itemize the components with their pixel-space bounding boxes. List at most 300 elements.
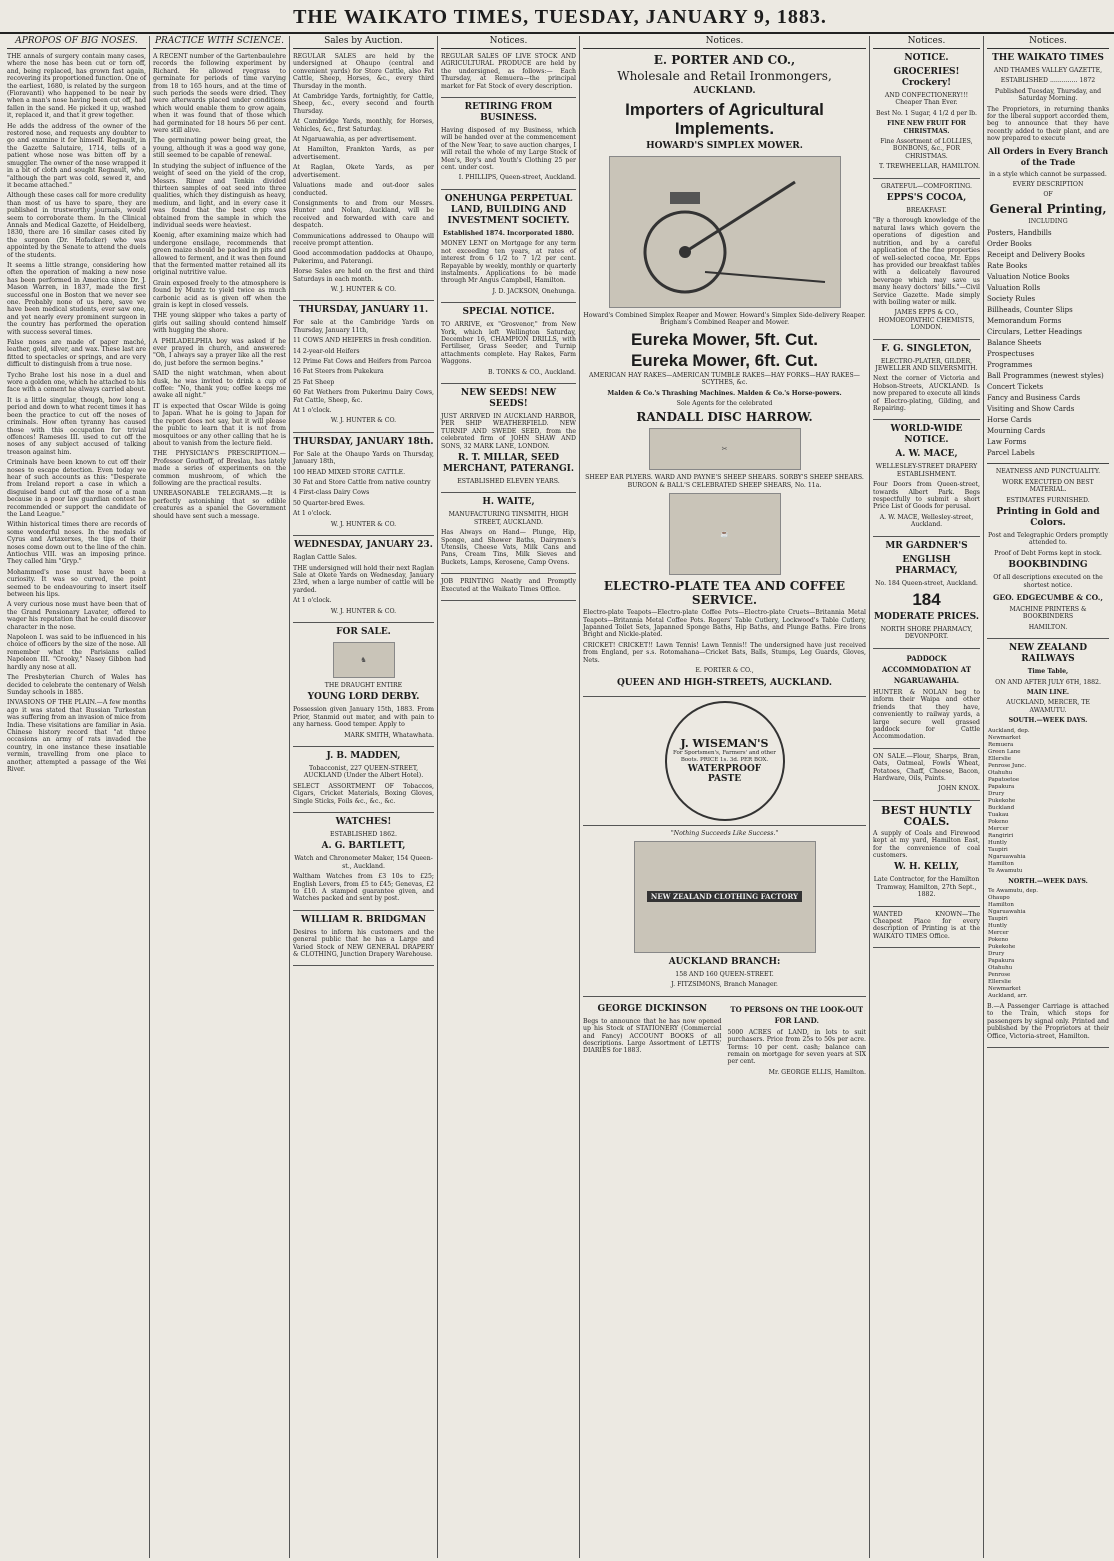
knox-sign: JOHN KNOX. bbox=[938, 785, 980, 793]
printing-text: JOB PRINTING Neatly and Promptly Executed at the Waikato Times Office. bbox=[441, 578, 576, 593]
bridgman-title: WILLIAM R. BRIDGMAN bbox=[301, 914, 426, 925]
printing-item: Mourning Cards bbox=[987, 427, 1046, 436]
seeds-ad bbox=[441, 388, 576, 493]
station-name: Ngaruawahia bbox=[988, 853, 1026, 860]
auction-line: Communications addressed to Ohaupo will receive prompt attention. bbox=[293, 232, 434, 247]
mace-sign: A. W. MACE, Wellesley-street, Auckland. bbox=[879, 513, 974, 529]
paragraph: UNREASONABLE TELEGRAMS.—It is perfectly astonishing that so edible creatures as a spaniel the Government should have sent such a message. bbox=[153, 490, 286, 520]
trewheellar-ad bbox=[873, 53, 980, 179]
land-sign: Mr. GEORGE ELLIS, Hamilton. bbox=[768, 1068, 866, 1076]
madden-lines: SELECT ASSORTMENT OF Tobaccos, Cigars, Cricket Materials, Boxing Gloves, Single Sticks, Foils &c., &c., &c. bbox=[293, 782, 434, 805]
kelly-sub: Late Contractor, for the Hamilton Tramway, Hamilton, 27th Sept., 1882. bbox=[873, 876, 980, 899]
auction-date: THURSDAY, JANUARY 11. bbox=[298, 305, 429, 316]
coals-text: A supply of Coals and Firewood kept at my yard, Hamilton East, for the convenience of coal customers. bbox=[873, 829, 980, 859]
timetable-row bbox=[987, 916, 1109, 923]
paragraph: In studying the subject of influence of the weight of seed on the yield of the crop, Messrs. Rimer and Tenkin divided thirteen samples of oat seed into three qualities, which they distinguish as heavy, medium, and light, and in every case it was found that the best crop was obtained from the sample in which the individual seeds were heaviest. bbox=[153, 162, 286, 229]
printing-item: Order Books bbox=[987, 240, 1032, 249]
singleton-ad bbox=[873, 344, 980, 421]
coals-ad bbox=[873, 805, 980, 907]
sale-title: FOR SALE. bbox=[336, 626, 391, 637]
paragraph: The Presbyterian Church of Wales has decided to celebrate the centenary of Welsh Sunday schools in 1885. bbox=[7, 674, 146, 696]
timetable-row bbox=[987, 986, 1109, 993]
time-cell bbox=[1104, 735, 1109, 742]
dickinson-ad bbox=[583, 1001, 722, 1079]
timetable-row bbox=[987, 958, 1109, 965]
paper-title: THE WAIKATO TIMES bbox=[992, 53, 1104, 63]
branch-sign: J. FITZSIMONS, Branch Manager. bbox=[671, 981, 778, 989]
proof: Proof of Debt Forms kept in stock. bbox=[994, 549, 1102, 557]
gardner-sub: ENGLISH PHARMACY, bbox=[895, 554, 958, 576]
factory-name: NEW ZEALAND CLOTHING FACTORY bbox=[647, 891, 802, 902]
printing-items bbox=[987, 228, 1109, 459]
column-6 bbox=[870, 36, 984, 1558]
waite-sub: MANUFACTURING TINSMITH, HIGH STREET, AUCKLAND. bbox=[448, 511, 569, 526]
horse-sub: THE DRAUGHT ENTIRE bbox=[324, 681, 403, 689]
post: Post and Telegraphic Orders promptly attended to. bbox=[988, 531, 1108, 547]
printing-item: Billheads, Counter Slips bbox=[987, 306, 1073, 315]
paragraph: He adds the address of the owner of the restored nose, and requests any doubter to go and examine it for himself. Regnault, in the Gazette Salutaire, 1714, tells of a patient whose nose was bitten off by a smuggler. The owner of the nose wrapped it in a bit of cloth and sought Regnault, who, "although the part was cold, sewed it, and it became attached." bbox=[7, 122, 146, 189]
wanted-text: WANTED KNOWN—The Cheapest Place for every description of Printing is at the WAIKATO TIMES Office. bbox=[873, 910, 980, 940]
epps-ad bbox=[873, 183, 980, 340]
printing-item: Circulars, Letter Headings bbox=[987, 328, 1083, 337]
published: Published Tuesday, Thursday, and Saturday Morning. bbox=[994, 87, 1102, 103]
rail-sub: Time Table, bbox=[1027, 668, 1069, 676]
time-cell bbox=[1105, 972, 1109, 979]
paper-est: ESTABLISHED .............. 1872 bbox=[1000, 77, 1096, 85]
waite-title: H. WAITE, bbox=[482, 497, 535, 508]
auction-sign: W. J. HUNTER & CO. bbox=[330, 520, 397, 528]
knox-ad bbox=[873, 753, 980, 801]
wiseman-paste: WATERPROOF PASTE bbox=[687, 764, 762, 784]
time-cell bbox=[1104, 854, 1109, 861]
sheep-shears: SHEEP EAR PLYERS. WARD AND PAYNE'S SHEEP SHEARS. SORBY'S SHEEP SHEARS. BURGON & BALL'S CELEBRATED SHEEP SHEARS, No. 11a. bbox=[585, 474, 864, 489]
wiseman-seal bbox=[665, 701, 785, 821]
auction-line: 30 Fat and Store Cattle from native country bbox=[293, 479, 431, 487]
dickinson-text: Begs to announce that he has now opened up his Stock of STATIONERY (Commercial and Fancy) ACCOUNT BOOKS of all descriptions. Large Assortment of LETTS' DIARIES for 1883. bbox=[583, 1017, 722, 1055]
malden: Malden & Co.'s Thrashing Machines. Malden & Co.'s Horse-powers. bbox=[607, 389, 842, 397]
station-name: Ngaruawahia bbox=[988, 909, 1026, 915]
paragraph: IT is expected that Oscar Wilde is going to Japan. What he is going to Japan for the report does not say, but it will please the public to learn that it is not from mosquitoes or any other calling that he is about to vanish from the lecture field. bbox=[153, 402, 286, 447]
seeds-est: ESTABLISHED ELEVEN YEARS. bbox=[457, 478, 560, 485]
proprietors: The Proprietors, in returning thanks for the liberal support accorded them, beg to announce that they have recently added to their plant, and are now prepared to execute bbox=[987, 105, 1109, 143]
lollies: Fine Assortment of LOLLIES, BONBONS, &c., FOR CHRISTMAS. bbox=[880, 138, 973, 160]
bartlett-text: Waltham Watches from £3 10s to £25; English Levers, from £5 to £45; Genevas, £2 to £10. A stamped guarantee given, and Watches packed and sent by post. bbox=[293, 873, 434, 903]
all-orders: All Orders in Every Branch of the Trade bbox=[987, 145, 1109, 167]
printing-item: Prospectuses bbox=[987, 350, 1035, 359]
porter-import: Importers of Agricultural Implements. bbox=[625, 100, 824, 138]
retiring-ad bbox=[441, 102, 576, 190]
sale-text: ON SALE.—Flour, Sharps, Bran, Oats, Oatmeal, Fowls Wheat, Potatoes, Chaff, Cheese, Bacon, Hardware, Oils, Paints. bbox=[873, 752, 980, 782]
timetable-row bbox=[987, 868, 1109, 875]
mower-illustration bbox=[609, 156, 841, 308]
time-cell bbox=[1105, 923, 1109, 930]
station-name: Papakura bbox=[988, 958, 1015, 964]
timetable-row bbox=[987, 930, 1109, 937]
time-cell bbox=[1104, 833, 1109, 840]
station-name: Otahuhu bbox=[988, 965, 1013, 971]
auction-line: At 1 o'clock. bbox=[293, 510, 332, 518]
madden-sub: Tobacconist, 227 QUEEN-STREET, AUCKLAND (Under the Albert Hotel). bbox=[303, 764, 424, 780]
paragraph: Tycho Brahe lost his nose in a duel and wore a golden one, which he attached to his face with a cement he always carried about. bbox=[7, 371, 146, 394]
auction-sign: W. J. HUNTER & CO. bbox=[330, 607, 397, 615]
station-name: Taupiri bbox=[988, 846, 1008, 853]
horse-text: Possession given January 15th, 1883. From Prior, Stanmid out mater, and with pain to any harness. Good temper. Apply to bbox=[293, 706, 434, 729]
auction-line: At 1 o'clock. bbox=[293, 407, 332, 415]
onehunga-text: MONEY LENT on Mortgage for any term not exceeding ten years, at rates of interest from 6 1/2 to 7 1/2 per cent. Repayable by weekly, monthly or quarterly instalments. Applications to be made through Mr Angus Campbell, Hamilton. bbox=[441, 240, 576, 285]
masthead bbox=[0, 0, 1114, 34]
singleton-text: Next the corner of Victoria and Hobson-Streets, AUCKLAND. Is now prepared to execute all kinds of Electro-plating, Gilding, and Repairing. bbox=[873, 375, 980, 412]
printing-item: Parcel Labels bbox=[987, 449, 1035, 458]
timetable-row bbox=[987, 937, 1109, 944]
cruet-illustration: ☕ bbox=[669, 493, 781, 575]
auction-ad bbox=[293, 305, 434, 432]
time-cell bbox=[1105, 958, 1109, 965]
time-cell bbox=[1104, 805, 1109, 812]
auction-line: 25 Fat Sheep bbox=[293, 378, 335, 386]
time-cell bbox=[1105, 951, 1109, 958]
bookbinding: BOOKBINDING bbox=[1008, 560, 1088, 571]
auction-line: For Sale at the Ohaupo Yards on Thursday, January 18th, bbox=[293, 450, 434, 466]
paddock-ad bbox=[873, 653, 980, 749]
station-name: Remuera bbox=[988, 741, 1014, 748]
work: WORK EXECUTED ON BEST MATERIAL. bbox=[1002, 478, 1094, 494]
paragraph: The germinating power being great, the young, although it was a good way gone, still seemed to be capable of renewal. bbox=[153, 137, 286, 160]
auction-ad bbox=[293, 53, 434, 301]
masthead-title: THE WAIKATO TIMES, TUESDAY, JANUARY 9, 1883. bbox=[293, 6, 827, 28]
bookbinding-text: Of all descriptions executed on the shortest notice. bbox=[993, 574, 1103, 589]
time-cell bbox=[1104, 784, 1109, 791]
horse-sale-ad bbox=[293, 627, 434, 747]
time-cell bbox=[1104, 840, 1109, 847]
special-notice-ad bbox=[441, 307, 576, 384]
epps-sign: JAMES EPPS & CO., HOMOEOPATHIC CHEMISTS, LONDON. bbox=[878, 309, 975, 332]
time-cell bbox=[1105, 888, 1109, 895]
time-cell bbox=[1104, 868, 1109, 875]
timetable-row bbox=[987, 784, 1109, 791]
timetable-row bbox=[987, 979, 1109, 986]
timetable-row bbox=[987, 847, 1109, 854]
auction-ad bbox=[293, 540, 434, 623]
moderate: MODERATE PRICES. bbox=[874, 612, 979, 623]
auction-date: THURSDAY, JANUARY 18th. bbox=[293, 436, 434, 447]
groceries: GROCERIES! Crockery! bbox=[893, 67, 960, 88]
factory-illustration bbox=[634, 841, 816, 953]
printing-item: Programmes bbox=[987, 361, 1033, 370]
timetable-row bbox=[987, 965, 1109, 972]
timetable-row bbox=[987, 826, 1109, 833]
shears-illustration: ✂ bbox=[649, 428, 801, 470]
time-cell bbox=[1104, 812, 1109, 819]
auction-line: 60 Fat Wethers from Pukerimu Dairy Cows, Fat Cattle, Sheep, &c. bbox=[293, 389, 434, 404]
printing-item: Concert Tickets bbox=[987, 383, 1044, 392]
printing-item: Visiting and Show Cards bbox=[987, 405, 1075, 414]
station-name: Hamilton bbox=[988, 902, 1014, 908]
bartlett-name: A. G. BARTLETT, bbox=[321, 841, 406, 852]
station-name: Drury bbox=[988, 790, 1005, 797]
horse-sign: MARK SMITH, Whatawhata. bbox=[344, 731, 434, 739]
timetable-row bbox=[987, 812, 1109, 819]
auction-ads bbox=[293, 53, 434, 623]
station-name: Pukekohe bbox=[988, 944, 1016, 950]
including: INCLUDING bbox=[1028, 217, 1068, 225]
column-7 bbox=[984, 36, 1112, 1558]
auction-line: 14 2-year-old Heifers bbox=[293, 347, 360, 355]
sugar: Best No. 1 Sugar, 4 1/2 d per lb. bbox=[876, 109, 977, 117]
north-shore: NORTH SHORE PHARMACY, DEVONPORT. bbox=[880, 626, 973, 641]
paragraph: A PHILADELPHIA boy was asked if he ever prayed in church, and answered: "Oh, I always say a prayer like all the rest do, just before the sermon begins." bbox=[153, 337, 286, 367]
printing-item: Rate Books bbox=[987, 262, 1028, 271]
auction-line: Good accommodation paddocks at Ohaupo, Pukerimu, and Paterangi. bbox=[293, 250, 434, 265]
retiring-text: Having disposed of my Business, which will be handed over at the commencement of the New Year, to save auction charges, I will retail the whole of my Large Stock of Men's, Boy's and Youth's Clothing 25 per cent. under cost. bbox=[441, 127, 576, 172]
rail-title: NEW ZEALAND RAILWAYS bbox=[1008, 643, 1088, 665]
notice-title: NOTICE. bbox=[904, 53, 949, 63]
land-title: TO PERSONS ON THE LOOK-OUT FOR LAND. bbox=[730, 1004, 864, 1025]
time-cell bbox=[1105, 993, 1109, 1000]
gardner-title: MR GARDNER'S bbox=[885, 540, 968, 551]
time-cell bbox=[1104, 770, 1109, 777]
horse-illustration: ♞ bbox=[333, 642, 395, 678]
paragraph: Criminals have been known to cut off their noses to escape detection. Even today we hear of such accounts as this: "Desperate from Ireland report a case in which a disguised band cut off the nose of a man because in a poor law guardian contest he recommended or support the candidate of the Land League." bbox=[7, 459, 146, 518]
timetable-row bbox=[987, 840, 1109, 847]
porter-city: AUCKLAND. bbox=[693, 86, 756, 96]
timetable-row bbox=[987, 728, 1109, 735]
station-name: Mercer bbox=[988, 825, 1009, 832]
station-name: Auckland, dep. bbox=[988, 727, 1030, 734]
timetable-row bbox=[987, 833, 1109, 840]
printing-item: Valuation Notice Books bbox=[987, 273, 1070, 282]
auction-ad bbox=[293, 437, 434, 536]
mace-text: Four Doors from Queen-street, towards Albert Park. Begs respectfully to submit a short Price List of Goods for perusal. bbox=[873, 481, 980, 511]
bottom-ads bbox=[583, 1001, 866, 1079]
watches-est: ESTABLISHED 1862. bbox=[330, 831, 397, 838]
mower-icon bbox=[615, 162, 835, 302]
time-cell bbox=[1105, 916, 1109, 923]
north-timetable bbox=[987, 888, 1109, 1000]
station-name: Ohaupo bbox=[988, 895, 1010, 901]
porter-addr: QUEEN AND HIGH-STREETS, AUCKLAND. bbox=[616, 677, 833, 688]
time-cell bbox=[1105, 965, 1109, 972]
electro-title: ELECTRO-PLATE TEA AND COFFEE SERVICE. bbox=[603, 579, 846, 608]
auction-line: At 1 o'clock. bbox=[293, 597, 332, 605]
edgecumbe: GEO. EDGECUMBE & CO., bbox=[993, 592, 1103, 602]
mower-list: Howard's Combined Simplex Reaper and Mower. Howard's Simplex Side-delivery Reaper. Brigham's Combined Reaper and Mower. bbox=[583, 312, 866, 327]
waite-text: Has Always on Hand— Plunge, Hip, Sponge, and Shower Baths, Dairymen's Utensils, Cheese Vats, Milk Cans and Pans, Cream Tins, Milk Sieves and Buckets, Lamps, Kerosene, Camp Ovens. bbox=[441, 529, 576, 566]
mace-ad bbox=[873, 424, 980, 536]
station-name: Newmarket bbox=[988, 734, 1021, 741]
job-printing-ad bbox=[441, 578, 576, 601]
wiseman-name: J. WISEMAN'S bbox=[680, 737, 769, 750]
paragraph: Within historical times there are records of some wonderful noses. In the medals of Cyrus and Artaxerxes, the tips of their noses come down out to the line of the chin. Antiochus VIII. was an imposing prince. They called him "Gryp." bbox=[7, 521, 146, 566]
station-name: Newmarket bbox=[988, 986, 1021, 992]
timetable-row bbox=[987, 749, 1109, 756]
waite-ad bbox=[441, 497, 576, 574]
station-name: Ellerslie bbox=[988, 979, 1012, 985]
timetable-row bbox=[987, 854, 1109, 861]
auction-sign: W. J. HUNTER & CO. bbox=[330, 285, 397, 293]
auction-line: For sale at the Cambridge Yards on Thursday, January 11th, bbox=[293, 319, 434, 334]
mace-name: A. W. MACE, bbox=[895, 449, 958, 460]
time-cell bbox=[1104, 763, 1109, 770]
auction-line: 50 Quarter-bred Ewes. bbox=[293, 499, 365, 507]
timetable-row bbox=[987, 951, 1109, 958]
printing-item: Society Rules bbox=[987, 295, 1036, 304]
station-name: Pukekohe bbox=[988, 797, 1016, 804]
gardner-ad bbox=[873, 541, 980, 649]
station-name: Green Lane bbox=[988, 748, 1021, 755]
column-heading: APROPOS OF BIG NOSES. bbox=[7, 36, 146, 49]
auction-line: Horse Sales are held on the first and third Saturdays in each month. bbox=[293, 268, 434, 283]
printing-item: Balance Sheets bbox=[987, 339, 1042, 348]
station-name: Penrose Junc. bbox=[988, 762, 1027, 769]
auction-line: At Raglan, Okete Yards, as per advertisement. bbox=[293, 164, 434, 179]
article-practice-science bbox=[153, 53, 286, 520]
auction-line: Valuations made and out-door sales conducted. bbox=[293, 182, 434, 197]
of: OF bbox=[1043, 191, 1053, 199]
onehunga-title: ONEHUNGA PERPETUAL LAND, BUILDING AND INVESTMENT SOCIETY. bbox=[444, 193, 573, 226]
branch-title: AUCKLAND BRANCH: bbox=[668, 956, 781, 967]
onehunga-sub: Established 1874. Incorporated 1880. bbox=[443, 229, 574, 237]
south-heading: SOUTH.—WEEK DAYS. bbox=[1008, 717, 1088, 725]
time-cell bbox=[1104, 847, 1109, 854]
regular-text: REGULAR SALES OF LIVE STOCK AND AGRICULTURAL PRODUCE are held by the undersigned, as follows:— Each Thursday, at Remuera—the principal market for Fat Stock of every description. bbox=[441, 53, 576, 90]
station-name: Otahuhu bbox=[988, 769, 1013, 776]
auction-line: REGULAR SALES are held by the undersigned at Ohaupo (central and convenient yards) for Store Cattle, also Fat Cattle, Sheep, Horses, &c., every third Thursday in the month. bbox=[293, 53, 434, 90]
seeds-text: JUST ARRIVED IN AUCKLAND HARBOR, PER SHIP WEATHERFIELD. NEW TURNIP AND SWEDE SEED, from the celebrated firm of JOHN SHAW AND SONS, 32 MARK LANE, LONDON. bbox=[441, 412, 576, 450]
timetable-row bbox=[987, 819, 1109, 826]
auction-line: 12 Prime Fat Cows and Heifers from Parcoa bbox=[293, 358, 432, 365]
time-cell bbox=[1105, 902, 1109, 909]
neatness: NEATNESS AND PUNCTUALITY. bbox=[995, 468, 1101, 476]
article-big-noses bbox=[7, 53, 146, 773]
retiring-title: RETIRING FROM BUSINESS. bbox=[464, 102, 553, 124]
paragraph: Mohammed's nose must have been a curiosity. It was so curved, the point seemed to be endeavouring to insert itself between his lips. bbox=[7, 568, 146, 599]
printing-item: Memorandum Forms bbox=[987, 317, 1062, 326]
paddock-title: PADDOCK ACCOMMODATION AT NGARUAWAHIA. bbox=[881, 653, 972, 685]
timetable-row bbox=[987, 861, 1109, 868]
kelly-name: W. H. KELLY, bbox=[894, 862, 959, 873]
paragraph: Napoleon I. was said to be influenced in his choice of officers by the size of the nose. All remember what the Parisians called Napoleon III. "Crooky," Nasey Gibbon had hardly any nose at all. bbox=[7, 634, 146, 671]
station-name: Huntly bbox=[988, 923, 1007, 929]
time-cell bbox=[1105, 986, 1109, 993]
retiring-sign: I. PHILLIPS, Queen-street, Auckland. bbox=[458, 174, 576, 182]
style: in a style which cannot be surpassed. bbox=[989, 170, 1107, 178]
paragraph: Koenig, after examining maize which had undergone ensilage, recommends that green maize should be packed in pits and allowed to ferment, and it was then found that the fermented matter retained all its original nutritive value. bbox=[153, 232, 286, 277]
column-4 bbox=[438, 36, 580, 1558]
timetable-row bbox=[987, 923, 1109, 930]
auction-line: Raglan Cattle Sales. bbox=[293, 554, 357, 562]
station-name: Papakura bbox=[988, 783, 1015, 790]
confectionery: AND CONFECTIONERY!!! Cheaper Than Ever. bbox=[884, 92, 969, 107]
paragraph: A very curious nose must have been that of the Grand Pensionary Lavater, offered to wager his reputation that he could discover character in the nose. bbox=[7, 601, 146, 631]
trewheellar-sign: T. TREWHEELLAR, HAMILTON. bbox=[879, 163, 980, 171]
seeds-title: NEW SEEDS! NEW SEEDS! bbox=[460, 387, 557, 409]
time-cell bbox=[1105, 930, 1109, 937]
time-cell bbox=[1104, 749, 1109, 756]
porter-title: E. PORTER AND CO., bbox=[653, 53, 796, 67]
paragraph: It seems a little strange, considering how often the operation of making a new nose has been performed in America since Dr. J. Mason Warren, in 1837, made the first successful one in Boston that we never see one. Probably none of us here, save we have been medical students, ever saw one, and yet nearly every prominent surgeon in the country has performed the operation with success several times. bbox=[7, 261, 146, 336]
timetable-row bbox=[987, 791, 1109, 798]
paragraph: A RECENT number of the Gartenbaulehre records the following experiment by Richard. He allowed ryegrass to germinate for periods of time varying from 18 to 165 hours, and at the time of such periods the seeds were dried. They were afterwards placed under conditions which would enable them to grow again, when it was found that of those which had germinated for 18 hours 56 per cent. were still alive. bbox=[153, 53, 286, 135]
time-cell bbox=[1104, 791, 1109, 798]
timetable-row bbox=[987, 742, 1109, 749]
auction-line: 100 HEAD MIXED STORE CATTLE. bbox=[293, 468, 406, 476]
auction-line: 4 First-class Dairy Cows bbox=[293, 489, 370, 497]
every: EVERY DESCRIPTION bbox=[1012, 181, 1084, 189]
special-sign: B. TONKS & CO., Auckland. bbox=[488, 368, 576, 376]
wiseman-sub: For Sportsmen's, Farmers' and other Boots. PRICE 1s. 3d. PER BOX. bbox=[673, 750, 776, 763]
timetable-row bbox=[987, 770, 1109, 777]
cricket-text: CRICKET! CRICKET!! Lawn Tennis! Lawn Tennis!! The undersigned have just received from England, per s.s. Rotomahana—Cricket Bats, Balls, Stumps, Leg Guards, Gloves, Nets. bbox=[583, 641, 866, 664]
station-name: Tuakau bbox=[988, 811, 1009, 818]
printing-item: Law Forms bbox=[987, 438, 1027, 447]
land-text: 5000 ACRES of LAND, in lots to suit purchasers. Price from 25s to 50s per acre. Terms: 10 per cent. cash; balance can remain on mortgage for seven years at SIX per cent. bbox=[727, 1028, 866, 1066]
american-rakes: AMERICAN HAY RAKES—AMERICAN TUMBLE RAKES—HAY FORKS—HAY RAKES—SCYTHES, &c. bbox=[589, 371, 860, 387]
printing-item: Fancy and Business Cards bbox=[987, 394, 1081, 403]
dickinson-title: GEORGE DICKINSON bbox=[597, 1003, 708, 1014]
madden-ad bbox=[293, 751, 434, 813]
north-heading: NORTH.—WEEK DAYS. bbox=[1008, 877, 1088, 885]
paddock-text: HUNTER & NOLAN beg to inform their Waipa and other friends that they have, conveniently to railway yards, a large secure well grassed paddock for Cattle Accommodation. bbox=[873, 688, 980, 741]
timetable-row bbox=[987, 805, 1109, 812]
mace-sub: WELLESLEY-STREET DRAPERY ESTABLISHMENT. bbox=[875, 463, 978, 478]
paper-sub: AND THAMES VALLEY GAZETTE, bbox=[993, 67, 1103, 74]
wanted-ad bbox=[873, 911, 980, 949]
column-3 bbox=[290, 36, 438, 1558]
porter-ad bbox=[583, 53, 866, 697]
machine: MACHINE PRINTERS & BOOKBINDERS bbox=[1009, 605, 1087, 621]
station-name: Pokeno bbox=[988, 818, 1009, 825]
special-text: TO ARRIVE, ex "Grosvenor," from New York, which left Wellington Saturday, December 16, CHAMPION DRILLS, with Fertiliser, Grass Seeder, and Turnip attachments complete. Hay Rakes, Farm Waggons. bbox=[441, 321, 576, 366]
paragraph: THE annals of surgery contain many cases, where the nose has been cut or torn off, and, being replaced, has grown fast again, recovering its proportioned function. One of the earliest, 1680, is related by the surgeon (Fioravanti) who happened to be near by when a man's nose having been cut off, had fallen in the sand. He picked it up, washed it, replaced it, and that it grew together. bbox=[7, 53, 147, 120]
agents: Sole Agents for the celebrated bbox=[676, 400, 773, 408]
time-cell bbox=[1104, 777, 1109, 784]
printing-item: Valuation Rolls bbox=[987, 284, 1041, 293]
time-cell bbox=[1105, 895, 1109, 902]
epps-sub: BREAKFAST. bbox=[906, 207, 947, 215]
column-1 bbox=[4, 36, 150, 1558]
timetable-row bbox=[987, 972, 1109, 979]
station-name: Pokeno bbox=[988, 937, 1009, 943]
auction-line: 16 Fat Steers from Pukekura bbox=[293, 368, 384, 376]
epps-text: "By a thorough knowledge of the natural laws which govern the operations of digestion and nutrition, and by a careful application of the fine properties of well-selected cocoa, Mr. Epps has provided our breakfast tables with a delicately flavoured beverage which may save us many heavy doctors' bills."—Civil Service Gazette. Made simply with boiling water or milk. bbox=[873, 217, 980, 306]
paragraph: It is a little singular, though, how long a period and down to what recent times it has been the practice to cut off the noses of criminals. How often tyranny has caused those with this occupation for trivial offences! Rameses III. used to cut off the noses of any subject accused of talking treason against him. bbox=[7, 396, 146, 456]
porter-sign: E. PORTER & CO., bbox=[695, 667, 754, 675]
station-name: Taupiri bbox=[988, 916, 1008, 922]
printing-item: Posters, Handbills bbox=[987, 229, 1052, 238]
randall: RANDALL DISC HARROW. bbox=[636, 410, 813, 425]
south-timetable bbox=[987, 728, 1109, 875]
singleton-title: F. G. SINGLETON, bbox=[881, 343, 972, 354]
printing-item: Horse Cards bbox=[987, 416, 1032, 425]
watches-ad bbox=[293, 817, 434, 911]
paragraph: Grain exposed freely to the atmosphere is found by Muntz to yield twice as much carbonic acid as is given off when the grain is kept in closed vessels. bbox=[153, 279, 286, 309]
auction-date: WEDNESDAY, JANUARY 23. bbox=[294, 540, 433, 551]
onehunga-sign: J. D. JACKSON, Onehunga. bbox=[492, 287, 576, 295]
paragraph: THE young skipper who takes a party of girls out sailing should contend himself with hugging the shore. bbox=[153, 312, 286, 335]
time-cell bbox=[1104, 798, 1109, 805]
coals-title: BEST HUNTLY COALS. bbox=[881, 803, 972, 828]
regular-sales-ad bbox=[441, 53, 576, 98]
epps-title: EPPS'S COCOA, bbox=[886, 193, 967, 204]
porter-mower: HOWARD'S SIMPLEX MOWER. bbox=[646, 141, 803, 151]
paragraph: INVASIONS OF THE PLAIN.—A few months ago it was stated that Russian Turkestan was suffering from an invasion of mice from India. These visitations are familiar in Asia. Chinese history record that "at three occasions an army of rats invaded the country, in one instance these insatiable vermin, travelling from one place to another, attempted a passage of the Wei River. bbox=[7, 699, 146, 773]
column-heading: Notices. bbox=[987, 36, 1109, 49]
station-name: Hamilton bbox=[988, 860, 1014, 867]
auction-line: At Ngaruawahia, as per advertisement. bbox=[293, 136, 417, 144]
time-cell bbox=[1104, 819, 1109, 826]
station-name: Te Awamutu bbox=[988, 867, 1023, 874]
time-cell bbox=[1105, 979, 1109, 986]
